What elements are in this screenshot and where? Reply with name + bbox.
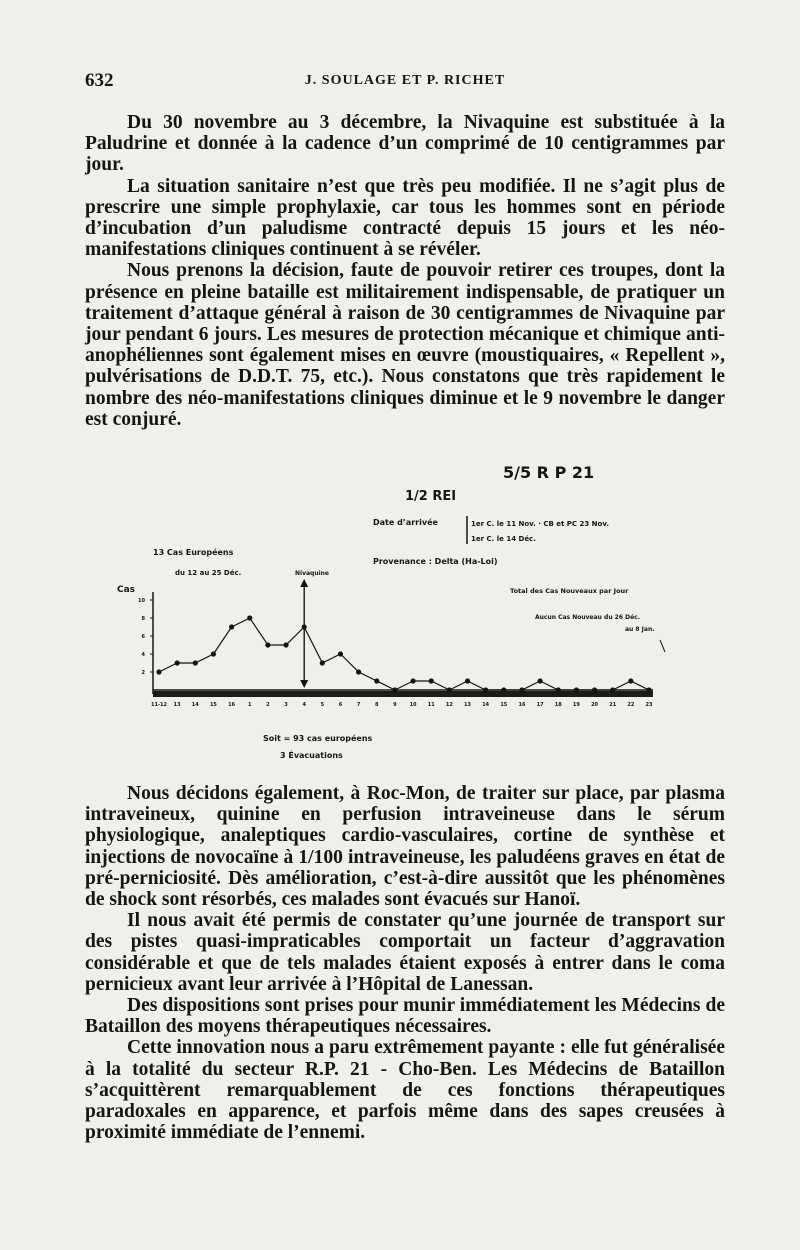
data-point <box>592 687 597 692</box>
plot-area <box>138 579 653 708</box>
x-tick-label: 14 <box>191 702 199 708</box>
x-tick-label: 13 <box>173 702 181 708</box>
y-tick-label: 2 <box>141 670 145 676</box>
y-axis-label: Cas <box>117 585 136 595</box>
paragraph: Cette innovation nous a paru extrêmement payante : elle fut généralisée à la totalité du secteur R.P. 21 - Cho-Ben. Les Médecins de Bataillon s’acquittèrent remarquablement de ces fonctions thérapeutiques paradoxales en apparence, et parfois même dans des sapes creusées à proximité immédiate de l’ennemi. <box>85 1037 725 1144</box>
legend-none-1: Aucun Cas Nouveau du 26 Déc. <box>535 614 640 621</box>
data-point <box>356 669 361 674</box>
x-tick-label: 11-12 <box>151 702 167 708</box>
cases-note-2: du 12 au 25 Déc. <box>175 569 242 577</box>
x-tick-label: 16 <box>228 702 236 708</box>
x-tick-label: 19 <box>572 702 580 708</box>
legend-none-2: au 8 Jan. <box>625 626 655 633</box>
y-tick-label: 10 <box>138 598 145 604</box>
legend-date-1: 1er C. le 11 Nov. · CB et PC 23 Nov. <box>471 520 609 528</box>
running-head: J. SOULAGE ET P. RICHET <box>304 73 506 88</box>
cases-note-1: 13 Cas Européens <box>153 548 234 557</box>
data-point <box>265 642 270 647</box>
body-text-bottom <box>85 783 725 1143</box>
x-tick-label: 14 <box>482 702 490 708</box>
x-tick-label: 22 <box>627 702 635 708</box>
x-tick-label: 9 <box>393 702 397 708</box>
x-tick-label: 12 <box>445 702 453 708</box>
x-tick-label: 6 <box>338 702 343 708</box>
data-point <box>538 678 543 683</box>
data-point <box>338 651 343 656</box>
chart-svg <box>115 460 675 765</box>
x-tick-label: 13 <box>464 702 472 708</box>
x-tick-label: 15 <box>209 702 217 708</box>
data-point <box>628 678 633 683</box>
data-point <box>447 687 452 692</box>
data-point <box>211 651 216 656</box>
x-tick-label: 5 <box>320 702 325 708</box>
data-point <box>556 687 561 692</box>
x-tick-label: 21 <box>609 702 617 708</box>
nivaquine-arrow-top <box>300 579 308 587</box>
data-point <box>465 678 470 683</box>
malaria-cases-figure <box>115 460 675 765</box>
nivaquine-label: Nivaquine <box>295 570 330 577</box>
data-point <box>156 669 161 674</box>
paragraph: Du 30 novembre au 3 décembre, la Nivaquine est substituée à la Paludrine et donnée à la cadence d’un comprimé de 10 centigrammes par jour. <box>85 112 725 176</box>
data-point <box>646 687 651 692</box>
data-point <box>410 678 415 683</box>
data-point <box>574 687 579 692</box>
x-tick-label: 7 <box>356 702 361 708</box>
x-tick-label: 15 <box>500 702 508 708</box>
page-number: 632 <box>85 70 114 91</box>
data-point <box>610 687 615 692</box>
paragraph: Nous prenons la décision, faute de pouvoir retirer ces troupes, dont la présence en pleine bataille est militairement indispensable, de pratiquer un traitement d’attaque général à raison de 30 centigrammes de Nivaquine par jour pendant 6 jours. Les mesures de protection mécanique et chimique anti-anophéliennes sont également mises en œuvre (moustiquaires, « Repellent », pulvérisations de D.D.T. 75, etc.). Nous constatons que très rapidement le nombre des néo-manifestations cliniques diminue et le 9 novembre le danger est conjuré. <box>85 260 725 430</box>
paragraph: Nous décidons également, à Roc-Mon, de traiter sur place, par plasma intraveineux, quinine en perfusion intraveineuse dans le sérum physiologique, analeptiques cardio-vasculaires, cortine de synthèse et injections de novocaïne à 1/100 intraveineuse, les paludéens graves en état de pré-perniciosité. Dès amélioration, c’est-à-dire aussitôt que les phénomènes de shock sont résorbés, ces malades sont évacués sur Hanoï. <box>85 783 725 911</box>
x-tick-label: 11 <box>427 702 435 708</box>
data-point <box>193 660 198 665</box>
data-point <box>175 660 180 665</box>
data-point <box>320 660 325 665</box>
paragraph: La situation sanitaire n’est que très peu modifiée. Il ne s’agit plus de prescrire une simple prophylaxie, car tous les hommes sont en période d’incubation d’un paludisme contracté depuis 15 jours et les néo-manifestations cliniques continuent à se révéler. <box>85 175 725 261</box>
data-point <box>247 615 252 620</box>
caption-line-1: Soit = 93 cas européens <box>263 734 373 743</box>
x-tick-label: 10 <box>409 702 417 708</box>
data-point <box>374 678 379 683</box>
page-header <box>85 70 725 100</box>
figure-title-unit: 5/5 R P 21 <box>503 463 595 482</box>
caption-line-2: 3 Évacuations <box>280 751 343 760</box>
x-tick-label: 8 <box>375 702 379 708</box>
data-point <box>429 678 434 683</box>
data-point <box>229 624 234 629</box>
x-tick-label: 16 <box>518 702 526 708</box>
legend-date-label: Date d’arrivée <box>373 518 438 527</box>
x-tick-label: 23 <box>645 702 653 708</box>
x-tick-label: 18 <box>554 702 562 708</box>
data-point <box>501 687 506 692</box>
nivaquine-arrow-bottom <box>300 680 308 688</box>
x-tick-label: 2 <box>266 702 270 708</box>
x-tick-label: 17 <box>536 702 544 708</box>
legend-date-2: 1er C. le 14 Déc. <box>471 535 536 543</box>
x-tick-label: 20 <box>591 702 599 708</box>
legend-origin: Provenance : Delta (Ha-Loi) <box>373 557 498 566</box>
paragraph: Des dispositions sont prises pour munir immédiatement les Médecins de Bataillon des moyens thérapeutiques nécessaires. <box>85 995 725 1038</box>
data-point <box>392 687 397 692</box>
figure-title-sub: 1/2 REI <box>405 489 457 504</box>
y-tick-label: 6 <box>141 634 145 640</box>
x-tick-label: 4 <box>302 702 306 708</box>
paragraph: Il nous avait été permis de constater qu’une journée de transport sur des pistes quasi-impraticables comportait un facteur d’aggravation considérable et que de tels malades étaient exposés à entrer dans le coma pernicieux avant leur arrivée à l’Hôpital de Lanessan. <box>85 910 725 995</box>
body-text-top <box>85 112 725 430</box>
data-point <box>519 687 524 692</box>
y-tick-label: 8 <box>141 616 145 622</box>
data-point <box>283 642 288 647</box>
x-tick-label: 1 <box>247 702 252 708</box>
x-tick-label: 3 <box>284 702 288 708</box>
y-tick-label: 4 <box>141 652 145 658</box>
legend-total: Total des Cas Nouveaux par Jour <box>510 587 629 595</box>
data-point <box>483 687 488 692</box>
